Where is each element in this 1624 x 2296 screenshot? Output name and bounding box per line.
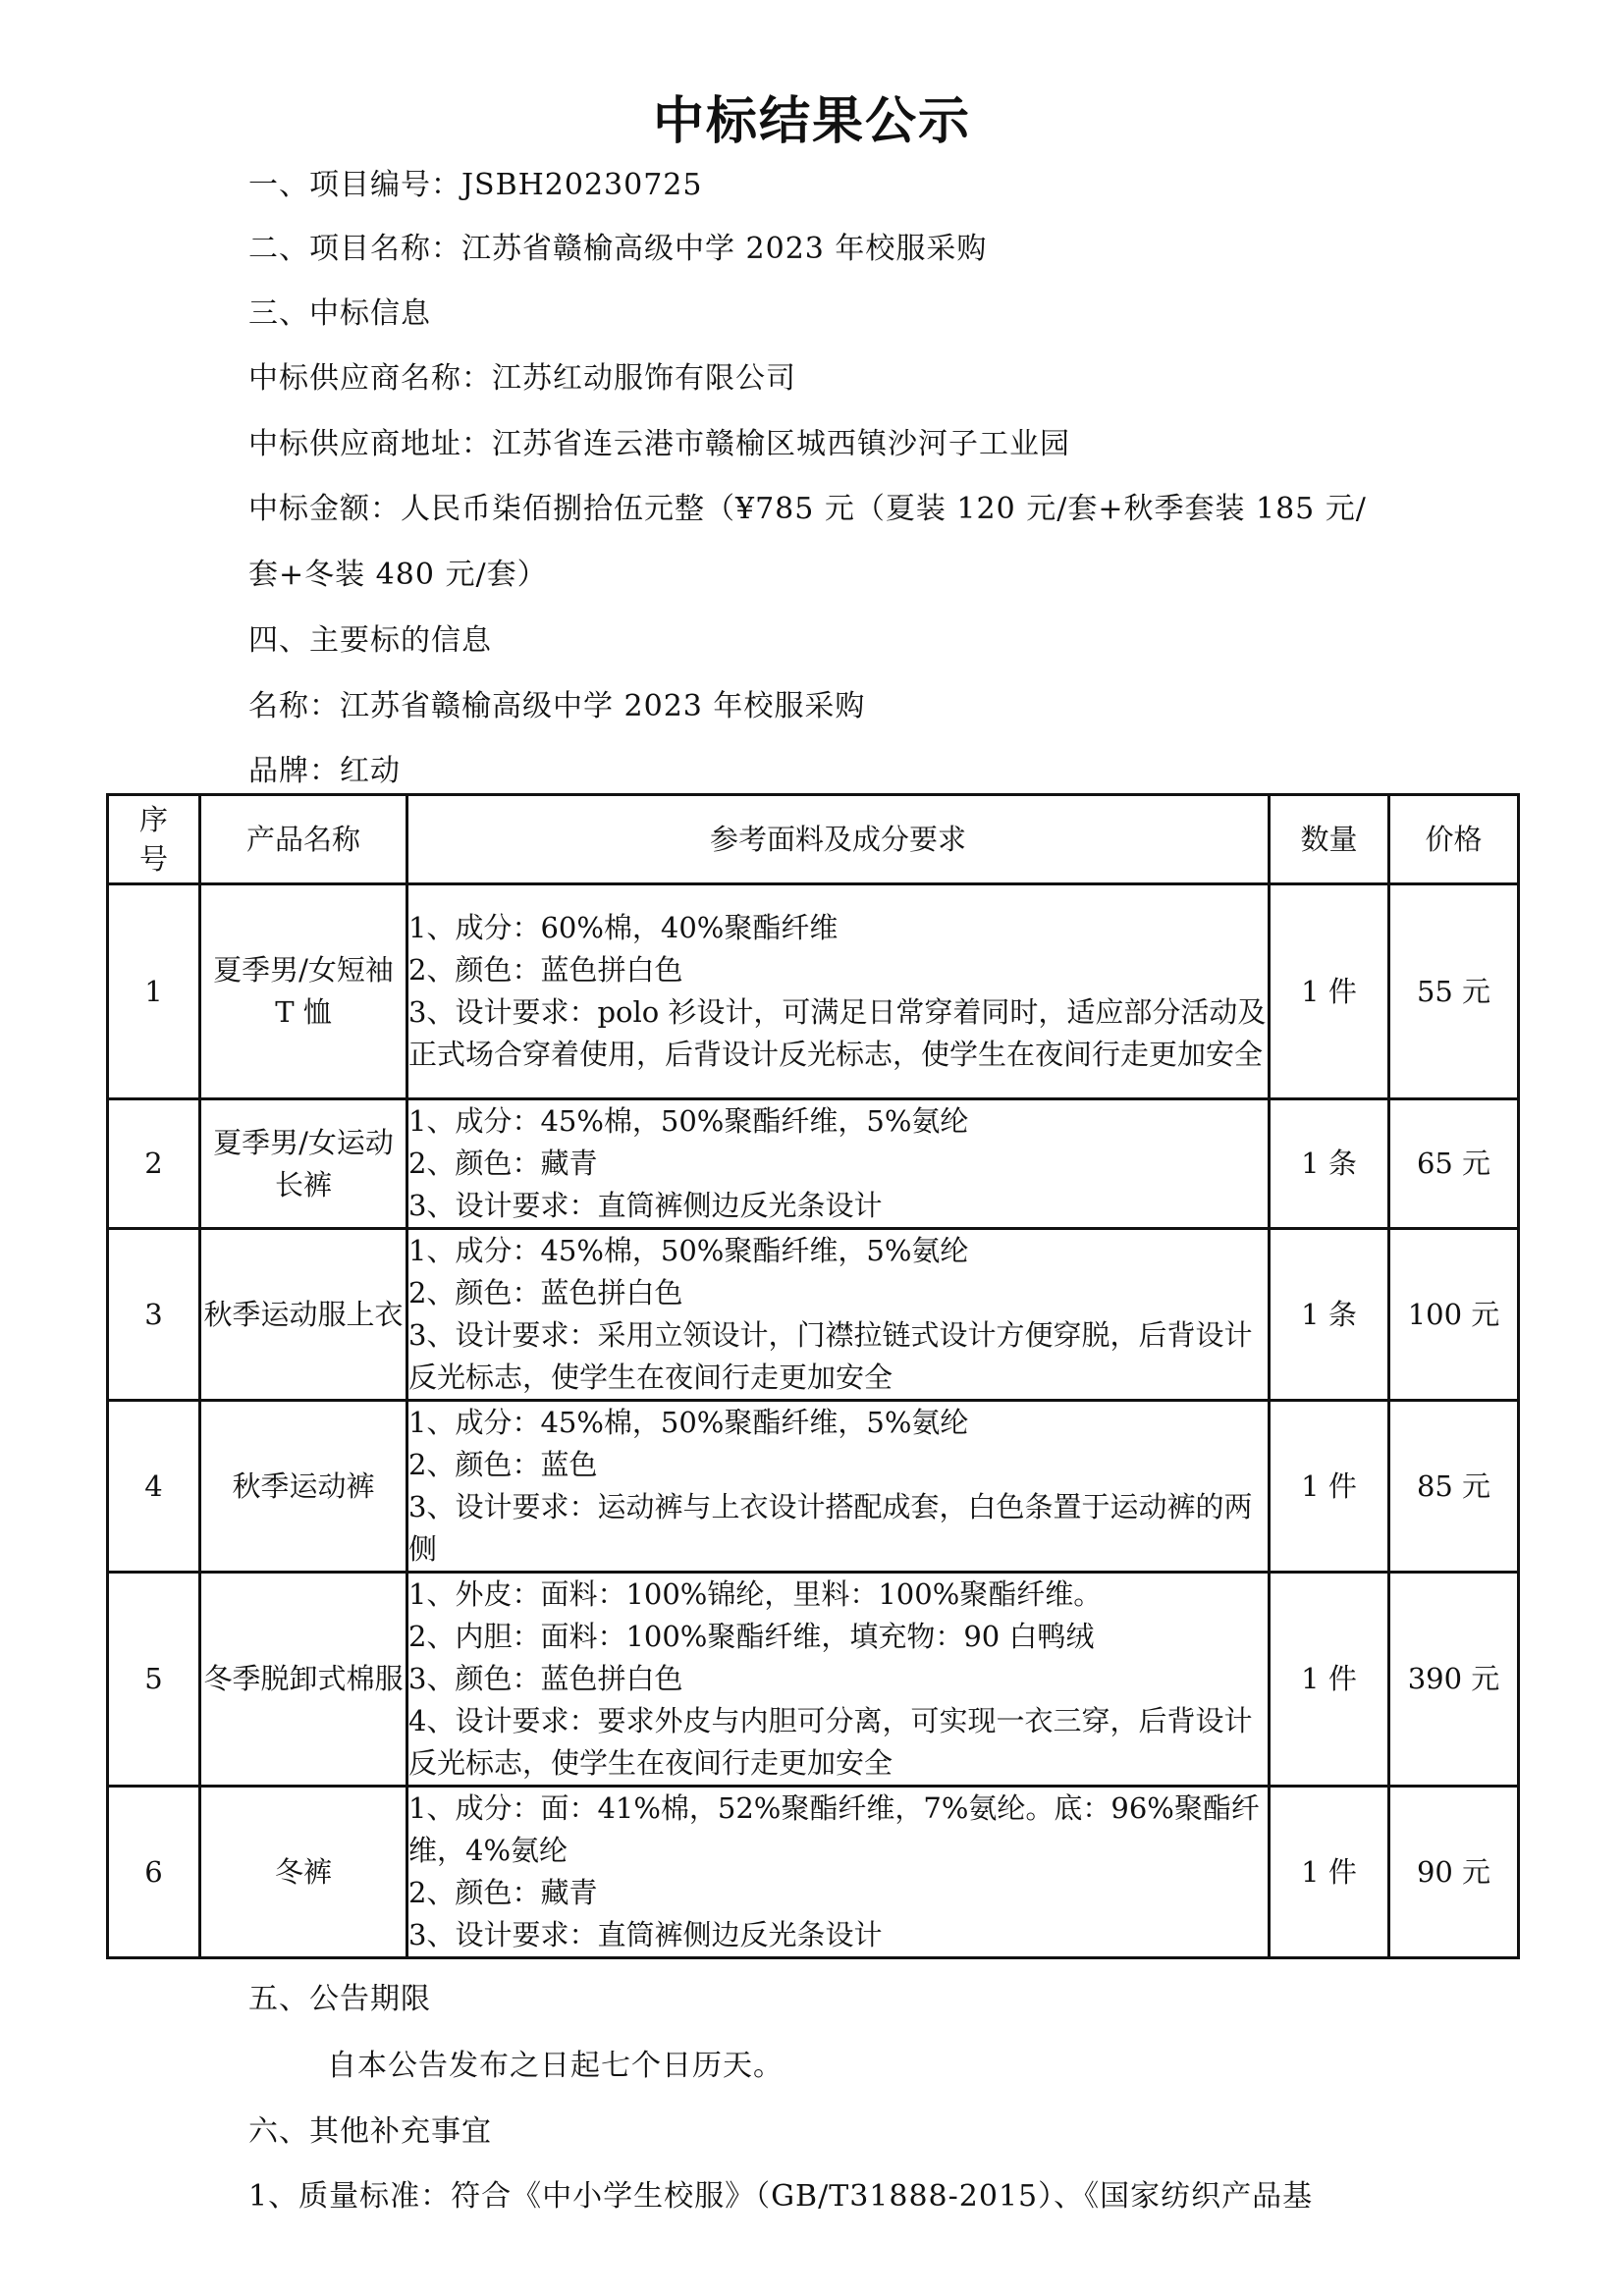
row-price: 65 元: [1389, 1099, 1519, 1229]
quality-standard: 1、质量标准：符合《中小学生校服》（GB/T31888-2015）、《国家纺织产品基: [248, 2179, 1314, 2214]
table-row: [108, 1573, 1519, 1787]
row-product-name: 冬季脱卸式棉服: [200, 1573, 407, 1787]
header-seq: 序 号: [108, 795, 200, 884]
row-price: 100 元: [1389, 1229, 1519, 1401]
row-price: 390 元: [1389, 1573, 1519, 1787]
project-number: 一、项目编号：JSBH20230725: [248, 168, 703, 202]
row-price: 90 元: [1389, 1787, 1519, 1958]
table-row: [108, 1401, 1519, 1573]
product-spec-table: [106, 793, 1520, 1959]
row-product-name: 秋季运动裤: [200, 1401, 407, 1573]
table-header-row: [108, 795, 1519, 884]
award-amount-line-2: 套+冬装 480 元/套）: [248, 558, 548, 592]
project-name: 二、项目名称：江苏省赣榆高级中学 2023 年校服采购: [248, 232, 988, 266]
supplier-address: 中标供应商地址：江苏省连云港市赣榆区城西镇沙河子工业园: [248, 427, 1070, 461]
header-price: 价格: [1389, 795, 1519, 884]
brand: 品牌：红动: [248, 754, 401, 788]
row-seq: 1: [108, 884, 200, 1099]
row-seq: 4: [108, 1401, 200, 1573]
subject-name: 名称：江苏省赣榆高级中学 2023 年校服采购: [248, 689, 866, 723]
award-amount-line-1: 中标金额：人民币柒佰捌拾伍元整（¥785 元（夏装 120 元/套+秋季套装 185 元/: [248, 492, 1367, 526]
row-seq: 3: [108, 1229, 200, 1401]
table-row: [108, 1787, 1519, 1958]
row-quantity: 1 件: [1270, 1573, 1389, 1787]
header-quantity: 数量: [1270, 795, 1389, 884]
row-product-name: 冬裤: [200, 1787, 407, 1958]
row-quantity: 1 件: [1270, 1787, 1389, 1958]
row-seq: 2: [108, 1099, 200, 1229]
row-seq: 6: [108, 1787, 200, 1958]
award-info-heading: 三、中标信息: [248, 296, 431, 331]
other-matters-heading: 六、其他补充事宜: [248, 2114, 492, 2149]
row-quantity: 1 件: [1270, 884, 1389, 1099]
row-quantity: 1 条: [1270, 1229, 1389, 1401]
notice-period-heading: 五、公告期限: [248, 1982, 431, 2016]
row-quantity: 1 件: [1270, 1401, 1389, 1573]
row-requirements: 1、成分：60%棉，40%聚酯纤维 2、颜色：蓝色拼白色 3、设计要求：polo 衫设计，可满足日常穿着同时，适应部分活动及正式场合穿着使用，后背设计反光标志，使学生在夜间行走更加安全: [407, 884, 1270, 1099]
row-requirements: 1、成分：45%棉，50%聚酯纤维，5%氨纶 2、颜色：蓝色 3、设计要求：运动裤与上衣设计搭配成套，白色条置于运动裤的两侧: [407, 1401, 1270, 1573]
row-requirements: 1、成分：45%棉，50%聚酯纤维，5%氨纶 2、颜色：蓝色拼白色 3、设计要求：采用立领设计，门襟拉链式设计方便穿脱，后背设计反光标志，使学生在夜间行走更加安全: [407, 1229, 1270, 1401]
row-product-name: 秋季运动服上衣: [200, 1229, 407, 1401]
table-row: [108, 1099, 1519, 1229]
subject-info-heading: 四、主要标的信息: [248, 623, 492, 658]
page-title: 中标结果公示: [652, 92, 971, 151]
supplier-name: 中标供应商名称：江苏红动服饰有限公司: [248, 361, 796, 396]
row-price: 85 元: [1389, 1401, 1519, 1573]
table-row: [108, 884, 1519, 1099]
row-quantity: 1 条: [1270, 1099, 1389, 1229]
header-product-name: 产品名称: [200, 795, 407, 884]
row-product-name: 夏季男/女运动长裤: [200, 1099, 407, 1229]
row-seq: 5: [108, 1573, 200, 1787]
header-requirements: 参考面料及成分要求: [407, 795, 1270, 884]
row-requirements: 1、成分：面：41%棉，52%聚酯纤维，7%氨纶。底：96%聚酯纤维，4%氨纶 2、颜色：藏青 3、设计要求：直筒裤侧边反光条设计: [407, 1787, 1270, 1958]
row-product-name: 夏季男/女短袖 T 恤: [200, 884, 407, 1099]
table-row: [108, 1229, 1519, 1401]
row-price: 55 元: [1389, 884, 1519, 1099]
notice-period-text: 自本公告发布之日起七个日历天。: [327, 2049, 784, 2083]
row-requirements: 1、外皮：面料：100%锦纶，里料：100%聚酯纤维。 2、内胆：面料：100%聚酯纤维，填充物：90 白鸭绒 3、颜色：蓝色拼白色 4、设计要求：要求外皮与内胆可分离，可实现一衣三穿，后背设计反光标志，使学生在夜间行走更加安全: [407, 1573, 1270, 1787]
row-requirements: 1、成分：45%棉，50%聚酯纤维，5%氨纶 2、颜色：藏青 3、设计要求：直筒裤侧边反光条设计: [407, 1099, 1270, 1229]
